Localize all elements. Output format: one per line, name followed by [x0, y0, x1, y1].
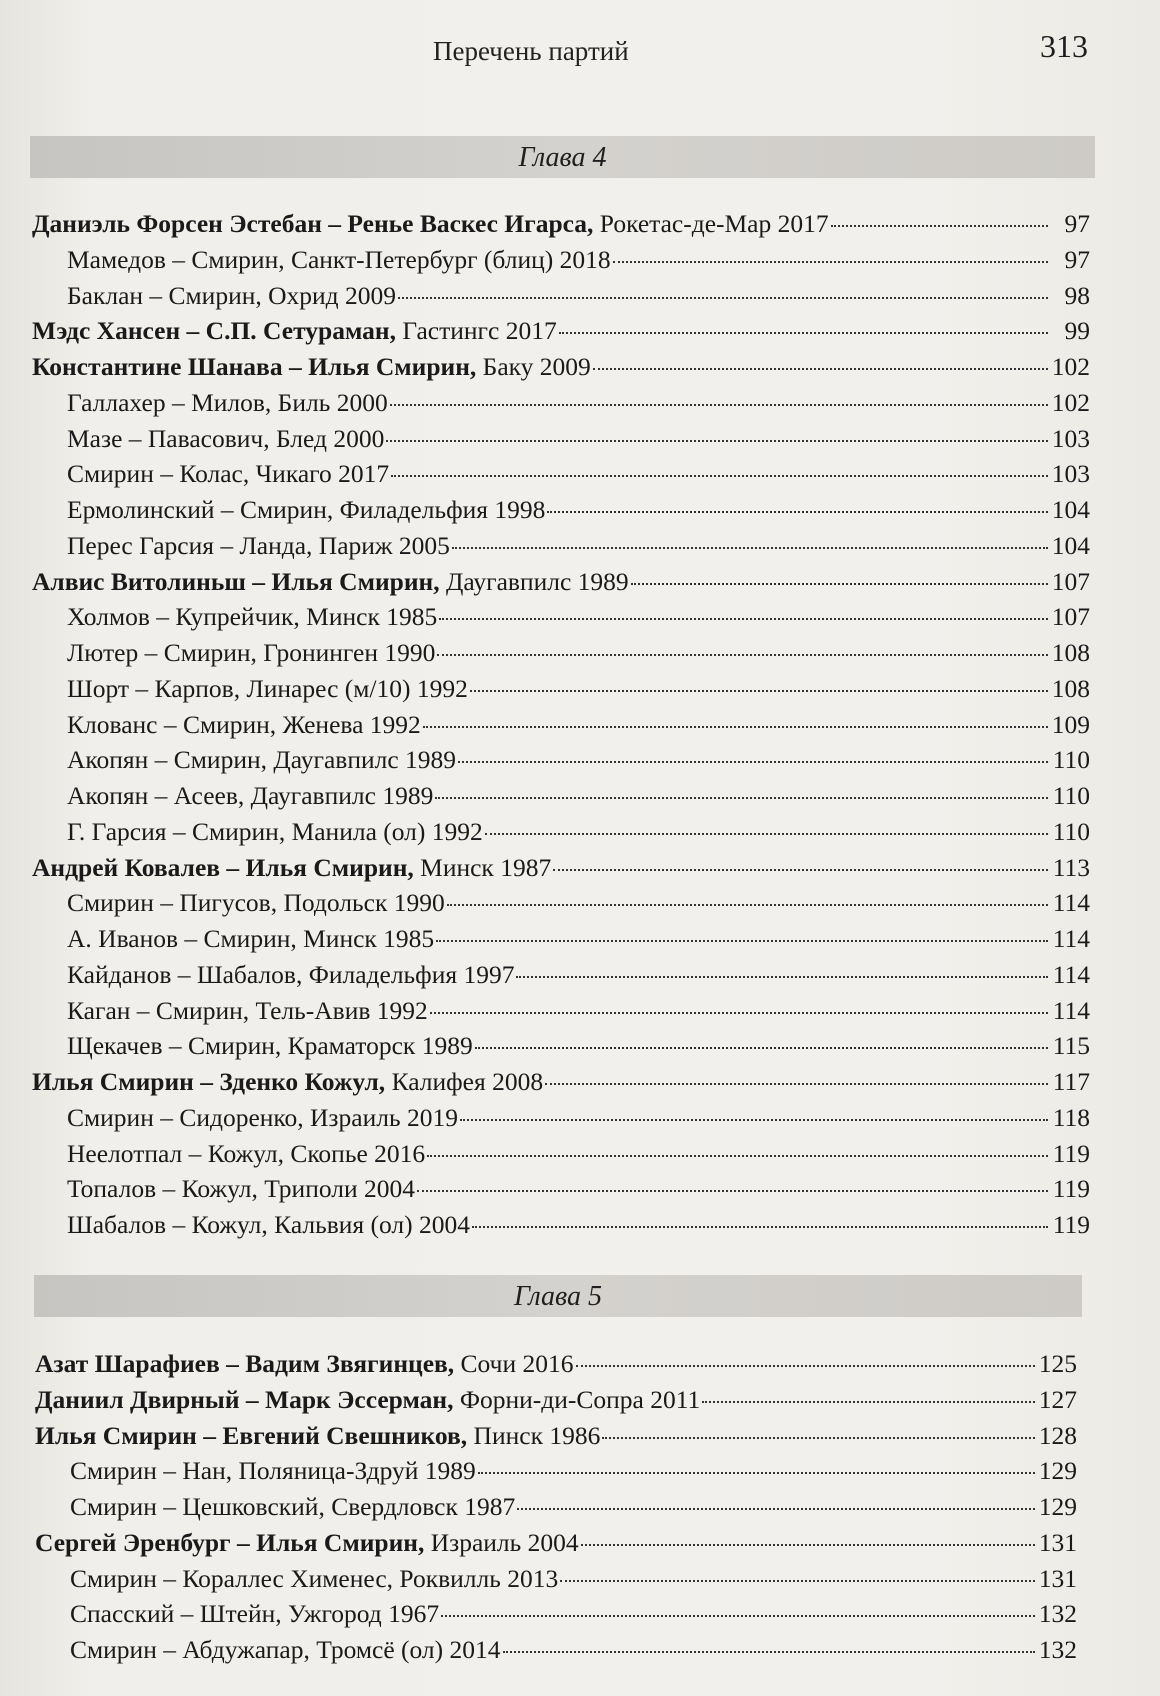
chapter-heading-bar [30, 136, 1095, 178]
toc-page-number: 110 [1052, 781, 1090, 810]
toc-page-number: 125 [1038, 1349, 1077, 1378]
toc-entry-text [67, 492, 545, 528]
toc-entry-text [67, 1136, 425, 1172]
toc-entry-text [67, 242, 611, 278]
toc-entry [32, 850, 1090, 886]
toc-page-number: 110 [1052, 745, 1090, 775]
toc-entry [35, 1418, 1077, 1454]
toc-entry [32, 1136, 1090, 1172]
toc-page-number: 118 [1052, 1102, 1090, 1132]
toc-entry-game: Мазе – Павасович, Блед 2000 [67, 423, 385, 453]
dot-leader [560, 1580, 1035, 1582]
toc-entry-players: Андрей Ковалев – Илья Смирин, [32, 852, 414, 882]
toc-entry [32, 742, 1090, 778]
toc-entry-text [67, 635, 435, 671]
toc-entry-text [32, 313, 557, 349]
toc-entry-game: Баклан – Смирин, Охрид 2009 [67, 280, 397, 310]
dot-leader [631, 583, 1048, 585]
toc-page-number: 115 [1052, 1031, 1090, 1061]
toc-entry-game: Перес Гарсия – Ланда, Париж 2005 [67, 530, 450, 560]
toc-entry-game: Ермолинский – Смирин, Филадельфия 1998 [67, 495, 546, 524]
running-head [0, 28, 1160, 68]
dot-leader [386, 440, 1048, 442]
toc-entry [32, 778, 1090, 814]
toc-list-chapter-5 [35, 1346, 1077, 1668]
toc-page-number: 108 [1051, 638, 1090, 667]
toc-entry-event: Израиль 2004 [424, 1527, 579, 1557]
toc-entry-game: Смирин – Абдужапар, Тромсё (ол) 2014 [70, 1635, 501, 1664]
toc-page-number: 114 [1052, 959, 1090, 989]
toc-entry-players: Константине Шанава – Илья Смирин, [32, 352, 477, 381]
dot-leader [447, 904, 1048, 906]
toc-page-number: 103 [1051, 459, 1090, 489]
toc-page-number: 132 [1038, 1599, 1077, 1629]
toc-page-number: 98 [1064, 280, 1090, 310]
toc-entry-text [67, 1171, 415, 1207]
toc-entry-game: Шорт – Карпов, Линарес (м/10) 1992 [67, 673, 468, 703]
toc-entry-text [35, 1525, 579, 1561]
toc-entry-text [67, 993, 428, 1029]
dot-leader [576, 1365, 1036, 1367]
toc-entry [32, 385, 1090, 421]
toc-page-number: 127 [1038, 1384, 1077, 1414]
dot-leader [417, 1190, 1048, 1192]
toc-page-number: 99 [1064, 316, 1090, 346]
toc-page-number: 129 [1038, 1456, 1077, 1486]
dot-leader [581, 1544, 1035, 1546]
toc-entry-text [35, 1346, 574, 1382]
toc-entry-text [32, 206, 829, 242]
toc-entry [32, 313, 1090, 349]
toc-entry-text [67, 456, 389, 492]
toc-entry [32, 635, 1090, 671]
toc-entry-game: Смирин – Пигусов, Подольск 1990 [67, 888, 445, 918]
toc-entry-text [67, 385, 388, 421]
toc-entry-text [67, 957, 514, 993]
toc-entry-text [35, 1382, 700, 1418]
toc-entry-game: Мамедов – Смирин, Санкт-Петербург (блиц) 2018 [67, 244, 611, 274]
toc-page-number: 107 [1051, 602, 1090, 632]
toc-entry [32, 599, 1090, 635]
toc-page-number: 119 [1052, 1210, 1090, 1239]
dot-leader [441, 1615, 1035, 1617]
toc-page-number: 108 [1051, 673, 1090, 703]
toc-page-number: 117 [1052, 1067, 1090, 1096]
toc-entry-event: Минск 1987 [413, 852, 552, 882]
toc-entry [32, 957, 1090, 993]
toc-entry-text [67, 421, 384, 457]
toc-page-number: 128 [1038, 1420, 1077, 1450]
toc-entry-text [70, 1561, 558, 1597]
toc-entry-players: Даниил Двирный – Марк Эссерман, [35, 1384, 454, 1414]
toc-entry-text [32, 349, 591, 385]
toc-entry-text [70, 1489, 515, 1525]
dot-leader [559, 332, 1048, 334]
dot-leader [831, 225, 1048, 227]
dot-leader [460, 1119, 1048, 1121]
dot-leader [472, 1226, 1048, 1228]
toc-entry-game: Галлахер – Милов, Биль 2000 [67, 387, 388, 417]
toc-entry-text [67, 885, 445, 921]
toc-page-number: 113 [1052, 852, 1090, 882]
dot-leader [478, 1472, 1035, 1474]
dot-leader [435, 797, 1048, 799]
toc-entry [32, 1028, 1090, 1064]
chapter-heading-bar [34, 1275, 1082, 1317]
dot-leader [437, 654, 1048, 656]
toc-entry-game: Смирин – Кораллес Хименес, Роквилль 2013 [70, 1563, 559, 1593]
toc-entry [35, 1561, 1077, 1597]
toc-entry-game: Холмов – Купрейчик, Минск 1985 [67, 602, 438, 632]
toc-entry-text [67, 1028, 473, 1064]
toc-page-number: 102 [1051, 352, 1090, 381]
toc-entry [32, 349, 1090, 385]
dot-leader [516, 976, 1048, 978]
toc-entry-text [67, 707, 421, 743]
toc-page-number: 129 [1038, 1492, 1077, 1521]
dot-leader [485, 833, 1048, 835]
toc-page-number: 131 [1038, 1527, 1077, 1557]
toc-entry [32, 528, 1090, 564]
toc-entry-event: Баку 2009 [476, 352, 591, 381]
toc-entry-text [32, 564, 629, 600]
dot-leader [439, 618, 1048, 620]
toc-entry-text [32, 1064, 543, 1100]
toc-entry-event: Рокетас-де-Мар 2017 [593, 209, 829, 238]
toc-entry-text [67, 778, 433, 814]
toc-entry-text [67, 528, 450, 564]
toc-page-number: 97 [1064, 209, 1090, 238]
toc-entry [32, 242, 1090, 278]
toc-page-number: 104 [1051, 495, 1090, 524]
running-title: Перечень партий [433, 36, 629, 66]
toc-page-number: 102 [1051, 387, 1090, 417]
toc-entry [32, 1100, 1090, 1136]
toc-entry [32, 671, 1090, 707]
toc-entry-game: Щекачев – Смирин, Краматорск 1989 [67, 1031, 473, 1061]
toc-page-number: 110 [1052, 816, 1090, 846]
toc-entry [32, 492, 1090, 528]
toc-entry-game: Топалов – Кожул, Триполи 2004 [67, 1174, 415, 1204]
toc-entry-game: Смирин – Колас, Чикаго 2017 [67, 459, 390, 489]
toc-entry-event: Сочи 2016 [454, 1349, 574, 1378]
toc-entry-text [67, 1100, 458, 1136]
toc-entry-text [67, 599, 437, 635]
dot-leader [398, 297, 1048, 299]
toc-entry-event: Пинск 1986 [467, 1420, 601, 1450]
dot-leader [427, 1155, 1048, 1157]
toc-entry-players: Илья Смирин – Зденко Кожул, [32, 1067, 386, 1096]
toc-entry [32, 278, 1090, 314]
toc-entry-text [70, 1632, 501, 1668]
toc-entry-event: Калифея 2008 [385, 1067, 544, 1096]
toc-entry-game: Смирин – Цешковский, Свердловск 1987 [70, 1492, 516, 1521]
toc-entry-text [67, 742, 456, 778]
dot-leader [517, 1508, 1035, 1510]
toc-entry-players: Алвис Витолиньш – Илья Смирин, [32, 566, 440, 596]
toc-entry-game: А. Иванов – Смирин, Минск 1985 [67, 924, 435, 953]
toc-entry-players: Сергей Эренбург – Илья Смирин, [35, 1527, 425, 1557]
toc-entry [35, 1525, 1077, 1561]
toc-entry [35, 1489, 1077, 1525]
toc-entry-game: Смирин – Сидоренко, Израиль 2019 [67, 1102, 458, 1132]
toc-entry [32, 993, 1090, 1029]
toc-entry-game: Спасский – Штейн, Ужгород 1967 [70, 1599, 440, 1629]
dot-leader [458, 761, 1048, 763]
toc-entry-game: Акопян – Смирин, Даугавпилс 1989 [67, 745, 457, 775]
toc-entry-event: Даугавпилс 1989 [439, 566, 629, 596]
toc-list-chapter-4 [32, 206, 1090, 1243]
toc-entry [32, 921, 1090, 957]
toc-entry [35, 1632, 1077, 1668]
dot-leader [430, 1012, 1048, 1014]
toc-entry-event: Форни-ди-Сопра 2011 [453, 1384, 701, 1414]
toc-page-number: 104 [1051, 530, 1090, 560]
dot-leader [602, 1437, 1035, 1439]
toc-entry [32, 421, 1090, 457]
toc-entry-text [70, 1596, 439, 1632]
toc-entry [35, 1346, 1077, 1382]
toc-page-number: 114 [1052, 995, 1090, 1025]
dot-leader [545, 1083, 1048, 1085]
dot-leader [702, 1401, 1035, 1403]
toc-entry-text [67, 278, 396, 314]
chapter-title: Глава 5 [514, 1281, 602, 1312]
toc-page-number: 107 [1051, 566, 1090, 596]
toc-entry-event: Гастингс 2017 [395, 316, 557, 346]
page-number: 313 [1040, 28, 1088, 64]
dot-leader [475, 1047, 1048, 1049]
toc-entry [32, 206, 1090, 242]
toc-entry-text [35, 1418, 600, 1454]
dot-leader [452, 547, 1048, 549]
toc-page-number: 97 [1064, 244, 1090, 274]
dot-leader [436, 940, 1048, 942]
toc-entry [35, 1382, 1077, 1418]
toc-page-number: 131 [1038, 1563, 1077, 1593]
toc-entry-text [70, 1453, 476, 1489]
chapter-title: Глава 4 [518, 142, 607, 173]
toc-entry [32, 1171, 1090, 1207]
toc-entry [32, 707, 1090, 743]
toc-entry-game: Каган – Смирин, Тель-Авив 1992 [67, 995, 428, 1025]
toc-entry-text [67, 921, 434, 957]
dot-leader [390, 404, 1048, 406]
toc-entry-text [67, 1207, 470, 1243]
dot-leader [503, 1651, 1035, 1653]
dot-leader [553, 869, 1048, 871]
dot-leader [547, 511, 1048, 513]
toc-entry [35, 1453, 1077, 1489]
toc-entry-game: Шабалов – Кожул, Кальвия (ол) 2004 [67, 1210, 471, 1239]
dot-leader [391, 475, 1048, 477]
toc-entry [32, 814, 1090, 850]
toc-page-number: 103 [1051, 423, 1090, 453]
toc-entry-players: Даниэль Форсен Эстебан – Ренье Васкес Игарса, [32, 209, 594, 238]
toc-entry [32, 885, 1090, 921]
toc-entry-game: Кайданов – Шабалов, Филадельфия 1997 [67, 959, 515, 989]
toc-entry-text [67, 671, 468, 707]
toc-entry-text [32, 850, 551, 886]
toc-page-number: 109 [1051, 709, 1090, 739]
toc-page-number: 114 [1052, 924, 1090, 953]
toc-entry-game: Клованс – Смирин, Женева 1992 [67, 709, 421, 739]
dot-leader [423, 726, 1048, 728]
toc-page-number: 132 [1038, 1635, 1077, 1664]
dot-leader [470, 690, 1048, 692]
toc-entry-game: Акопян – Асеев, Даугавпилс 1989 [67, 781, 434, 810]
dot-leader [613, 261, 1048, 263]
toc-page-number: 114 [1052, 888, 1090, 918]
toc-entry-game: Лютер – Смирин, Гронинген 1990 [67, 638, 436, 667]
toc-entry-game: Г. Гарсия – Смирин, Манила (ол) 1992 [67, 816, 483, 846]
toc-page-number: 119 [1052, 1174, 1090, 1204]
toc-page-number: 119 [1052, 1138, 1090, 1168]
toc-entry [32, 1064, 1090, 1100]
dot-leader [593, 368, 1048, 370]
toc-entry-players: Мэдс Хансен – С.П. Сетураман, [32, 316, 396, 346]
toc-entry-game: Смирин – Нан, Поляница-Здруй 1989 [70, 1456, 476, 1486]
toc-entry [32, 456, 1090, 492]
toc-entry [35, 1596, 1077, 1632]
toc-entry [32, 564, 1090, 600]
toc-entry [32, 1207, 1090, 1243]
toc-entry-game: Неелотпал – Кожул, Скопье 2016 [67, 1138, 426, 1168]
toc-entry-text [67, 814, 483, 850]
toc-entry-players: Илья Смирин – Евгений Свешников, [35, 1420, 468, 1450]
toc-entry-players: Азат Шарафиев – Вадим Звягинцев, [35, 1349, 455, 1378]
